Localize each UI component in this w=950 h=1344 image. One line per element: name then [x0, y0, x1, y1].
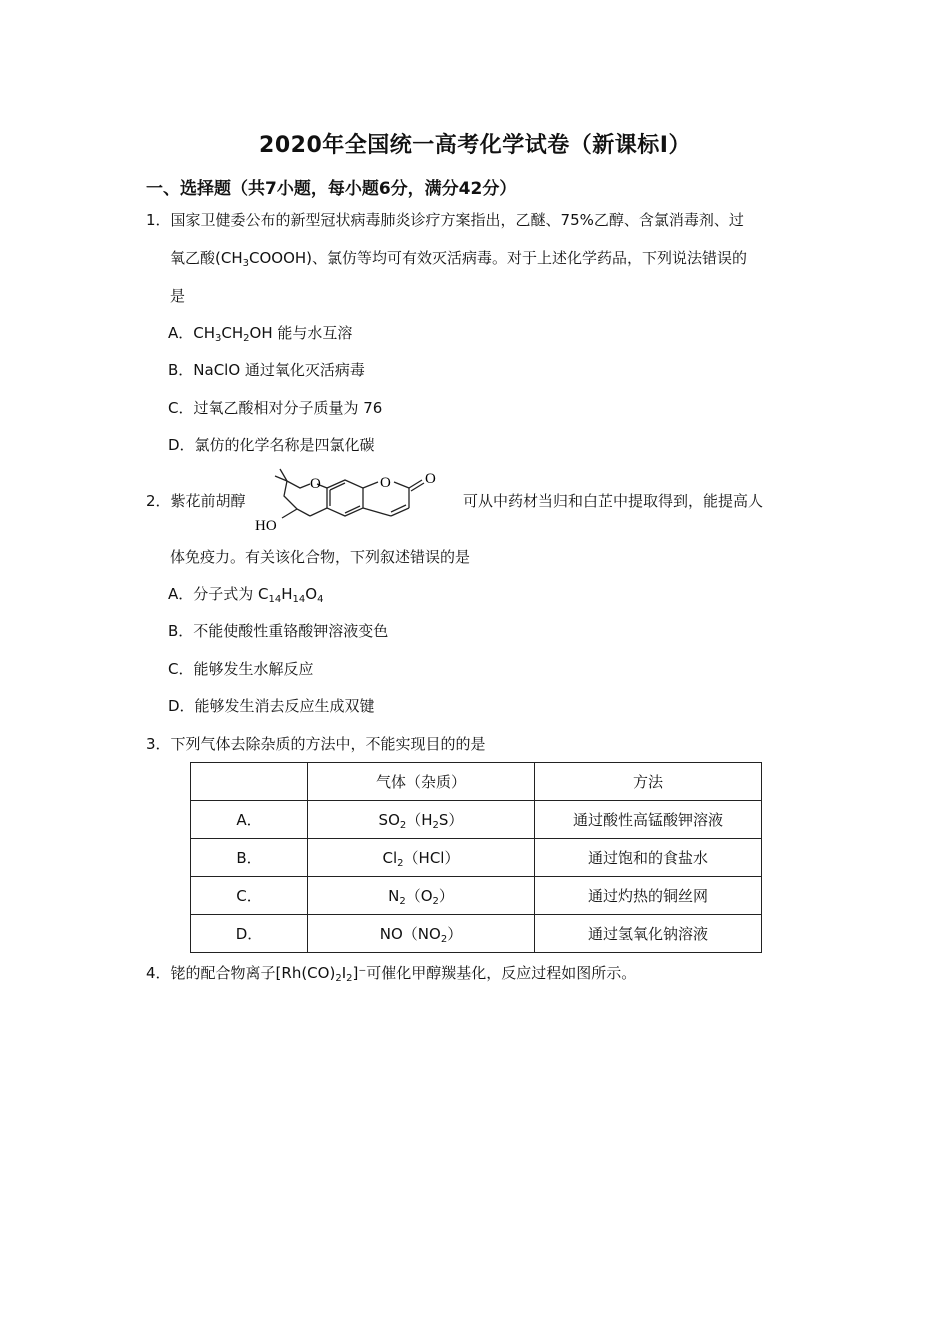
question-2-line-2: 体免疫力。有关该化合物，下列叙述错误的是 — [170, 548, 471, 566]
hydroxyl-label: HO — [255, 518, 277, 534]
question-2-line-1a: 2．紫花前胡醇 — [146, 492, 246, 510]
row-label: D． — [191, 915, 308, 953]
question-number: 1． — [146, 211, 171, 229]
gas-purification-table — [190, 762, 762, 953]
table-row — [191, 877, 762, 915]
table-row — [191, 915, 762, 953]
table-header-cell: 方法 — [535, 763, 762, 801]
page-title: 2020年全国统一高考化学试卷（新课标Ⅰ） — [259, 133, 691, 158]
oxygen-label-2: O — [380, 475, 391, 491]
gas-cell: $SO_2(H_2S)$ — [308, 801, 535, 839]
molecule-structure-diagram — [250, 468, 460, 538]
question-1-line-1: 1．国家卫健委公布的新型冠状病毒肺炎诊疗方案指出，乙醚、75%乙醇、含氯消毒剂、过 — [146, 211, 744, 229]
question-1-option-d: D．氯仿的化学名称是四氯化碳 — [168, 436, 375, 454]
question-3-line-1: 3．下列气体去除杂质的方法中，不能实现目的的是 — [146, 735, 486, 753]
method-cell: 通过氢氧化钠溶液 — [535, 915, 762, 953]
row-label: C． — [191, 877, 308, 915]
table-row — [191, 839, 762, 877]
row-label: A． — [191, 801, 308, 839]
gas-cell: $NO(NO_2)$ — [308, 915, 535, 953]
question-1-option-b: B．NaClO 通过氧化灭活病毒 — [168, 361, 365, 379]
section-heading: 一、选择题（共7小题，每小题6分，满分42分） — [146, 179, 517, 199]
question-4-line-1: 4．铑的配合物离子$[Rh(CO)_2I_2]^-$可催化甲醇羰基化，反应过程如图所示。 — [146, 964, 637, 984]
question-2-option-d: D．能够发生消去反应生成双键 — [168, 697, 375, 715]
table-header-cell: 气体（杂质） — [308, 763, 535, 801]
method-cell: 通过酸性高锰酸钾溶液 — [535, 801, 762, 839]
question-number: 2． — [146, 492, 171, 510]
method-cell: 通过灼热的铜丝网 — [535, 877, 762, 915]
question-1-line-3: 是 — [170, 287, 186, 305]
table-header-cell — [191, 763, 308, 801]
question-1-option-a: A．$CH_3CH_2OH$ 能与水互溶 — [168, 324, 353, 344]
method-cell: 通过饱和的食盐水 — [535, 839, 762, 877]
table-header-row — [191, 763, 762, 801]
question-2-line-1b: 可从中药材当归和白芷中提取得到，能提高人 — [463, 492, 764, 510]
question-1-line-2: 氧乙酸$(CH_3COOOH)$、氯仿等均可有效灭活病毒。对于上述化学药品，下列说法错误的 — [170, 249, 748, 269]
question-number: 3． — [146, 735, 171, 753]
question-2-option-b: B．不能使酸性重铬酸钾溶液变色 — [168, 622, 389, 640]
gas-cell: $Cl_2(HCl)$ — [308, 839, 535, 877]
gas-cell: $N_2(O_2)$ — [308, 877, 535, 915]
oxygen-label-1: O — [310, 476, 321, 492]
question-2-option-c: C．能够发生水解反应 — [168, 660, 314, 678]
question-1-option-c: C．过氧乙酸相对分子质量为 76 — [168, 399, 383, 417]
oxygen-label-3: O — [425, 471, 436, 487]
table-row — [191, 801, 762, 839]
question-2-option-a: A．分子式为 $C_{14}H_{14}O_4$ — [168, 585, 324, 605]
question-number: 4． — [146, 964, 171, 982]
row-label: B． — [191, 839, 308, 877]
